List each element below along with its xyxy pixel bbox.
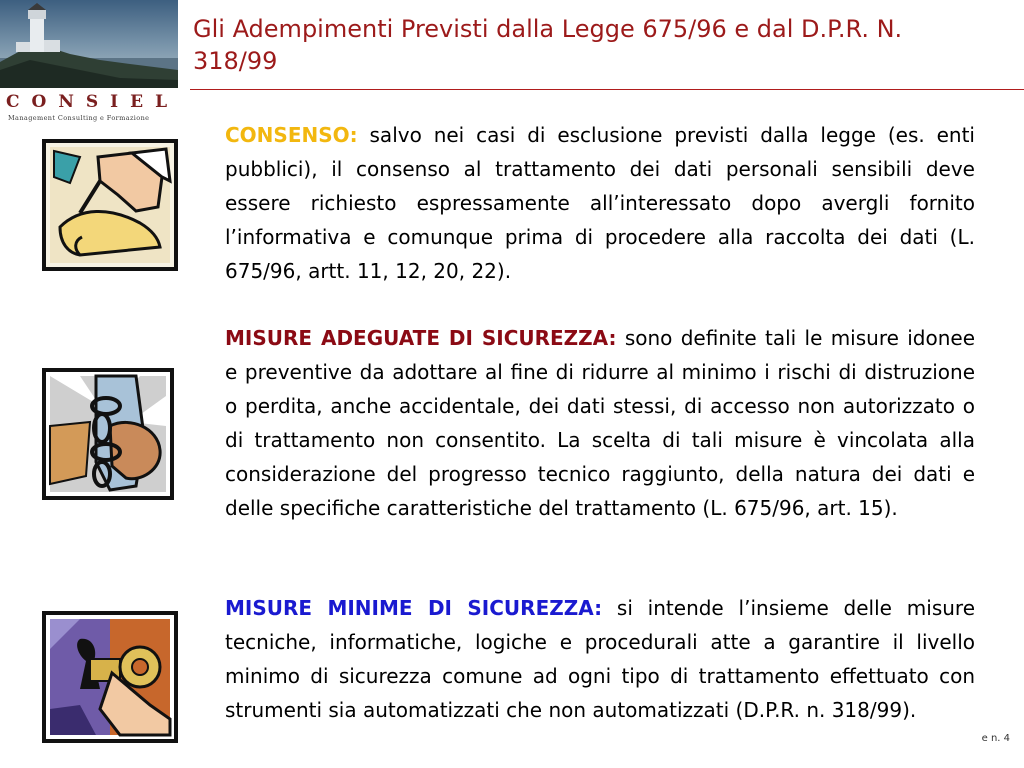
section-text: salvo nei casi di esclusione previsti dalla legge (es. enti pubblici), il consenso al trattamento dei dati personali sensibili deve essere richiesto espressamente all’interessato dopo avergli fornito l’informativa e comunque prima di procedere alla raccolta dei dati (L. 675/96, artt. 11, 12, 20, 22). — [225, 123, 975, 283]
chained-hand-icon — [40, 366, 176, 502]
logo-tagline: Management Consulting e Formazione — [8, 114, 150, 122]
page-number: e n. 4 — [981, 733, 1010, 744]
consiel-logo — [0, 92, 178, 132]
section-keyword: MISURE ADEGUATE DI SICUREZZA: — [225, 326, 617, 350]
section-text: si intende l’insieme delle misure tecniche, informatiche, logiche e procedurali atte a garantire il livello minimo di sicurezza comune ad ogni tipo di trattamento effettuato con strumenti sia automatizzati che non automatizzati (D.P.R. n. 318/99). — [225, 596, 976, 722]
logo-name: CONSIEL — [6, 92, 180, 112]
key-lock-icon — [40, 609, 180, 745]
adequate-security-paragraph — [225, 321, 975, 525]
consent-paragraph — [225, 118, 975, 288]
lighthouse-photo — [0, 0, 178, 88]
section-keyword: CONSENSO: — [225, 123, 358, 147]
section-keyword: MISURE MINIME DI SICUREZZA: — [225, 596, 603, 620]
section-text: sono definite tali le misure idonee e preventive da adottare al fine di ridurre al minimo i rischi di distruzione o perdita, anche accidentale, dei dati stessi, di accesso non autorizzato o di trattamento non consentito. La scelta di tali misure è vincolata alla considerazione del progresso tecnico raggiunto, della natura dei dati e delle specifiche caratteristiche del trattamento (L. 675/96, art. 15). — [225, 326, 975, 520]
minimum-security-paragraph — [225, 591, 975, 727]
title-divider — [190, 89, 1024, 90]
writing-hand-icon — [40, 137, 180, 273]
page-title: Gli Adempimenti Previsti dalla Legge 675/96 e dal D.P.R. N. 318/99 — [193, 15, 903, 75]
